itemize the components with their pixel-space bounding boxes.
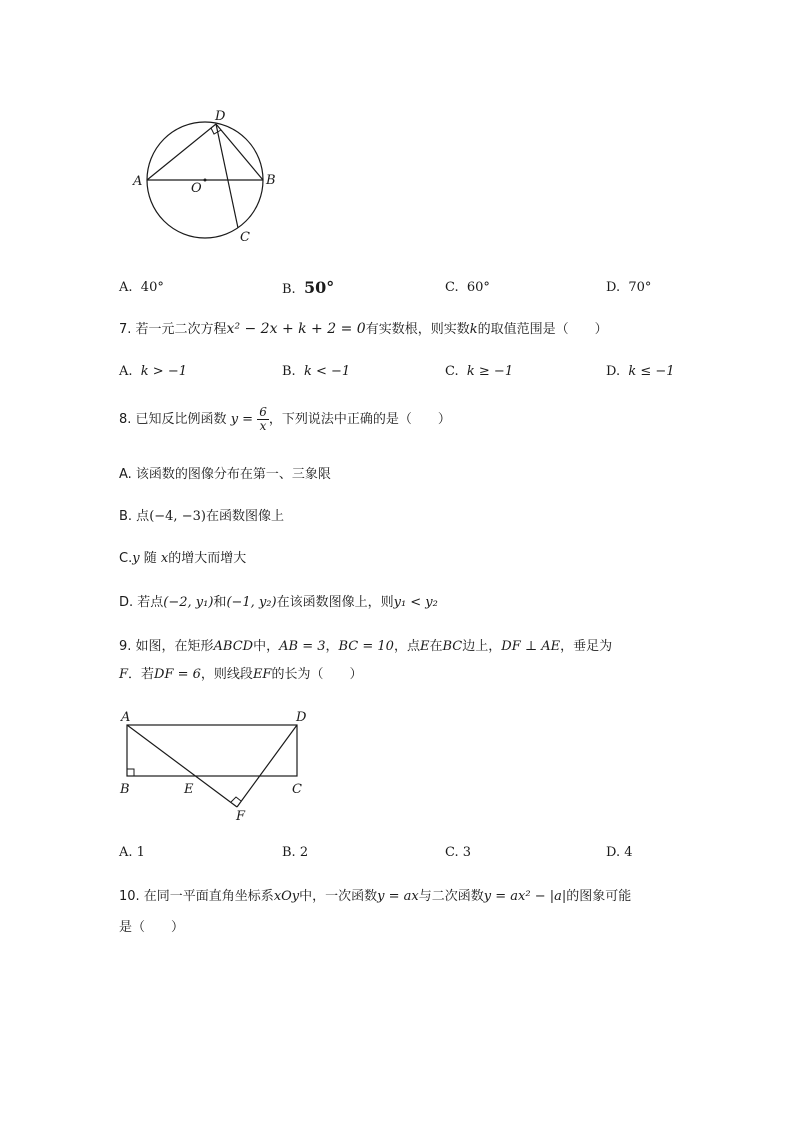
q7-suffix2: 的取值范围是（ ） bbox=[477, 322, 608, 337]
segment-af bbox=[127, 725, 237, 807]
center-point-o bbox=[204, 179, 207, 182]
text: ，垂足为 bbox=[560, 639, 613, 654]
q7-var: k bbox=[469, 322, 478, 337]
option-and: 和 bbox=[213, 595, 227, 610]
label-f: F bbox=[236, 809, 246, 824]
label-c: C bbox=[240, 230, 250, 244]
point-coords: (−4, −3) bbox=[149, 509, 206, 524]
option-value: 1 bbox=[136, 845, 145, 860]
q6-option-a[interactable] bbox=[119, 280, 164, 295]
q9-option-d[interactable] bbox=[606, 845, 633, 860]
option-label: D. bbox=[606, 364, 621, 379]
option-value: 70° bbox=[628, 280, 652, 295]
option-value: 2 bbox=[299, 845, 309, 860]
text: 中， bbox=[253, 639, 280, 654]
q8-option-d[interactable] bbox=[119, 594, 438, 612]
option-prefix: D. 若点 bbox=[119, 595, 164, 610]
option-label: C. bbox=[445, 280, 459, 295]
text: 9. 如图，在矩形 bbox=[119, 639, 214, 654]
math: BC = 10 bbox=[338, 639, 394, 654]
q6-circle-figure bbox=[128, 104, 288, 244]
q8-option-b[interactable] bbox=[119, 508, 284, 526]
chord-ad bbox=[147, 124, 216, 180]
q8-suffix: ，下列说法中正确的是（ ） bbox=[268, 412, 451, 427]
q7-option-b[interactable] bbox=[282, 364, 350, 379]
option-label: B. bbox=[282, 845, 296, 860]
option-prefix: B. 点 bbox=[119, 509, 150, 524]
q10-stem-line2: 是（ ） bbox=[119, 920, 185, 935]
q8-option-c[interactable] bbox=[119, 550, 246, 568]
q9-rectangle-figure bbox=[112, 704, 322, 828]
math: y = ax bbox=[377, 889, 419, 904]
var-x: x bbox=[160, 551, 169, 566]
text: ， bbox=[325, 639, 339, 654]
text: 10. 在同一平面直角坐标系 bbox=[119, 889, 274, 904]
q7-stem bbox=[119, 320, 608, 339]
label-o: O bbox=[191, 181, 202, 196]
math: EF bbox=[252, 667, 272, 682]
text: 边上， bbox=[462, 639, 502, 654]
option-value: 4 bbox=[624, 845, 633, 860]
math: F bbox=[119, 667, 129, 682]
q9-stem-line2 bbox=[119, 666, 362, 684]
text: 的图象可能 bbox=[566, 889, 632, 904]
chord-dc bbox=[216, 124, 238, 228]
q7-equation: x² − 2x + k + 2 = 0 bbox=[226, 321, 366, 337]
option-value: 40° bbox=[140, 280, 164, 295]
q6-option-c[interactable] bbox=[445, 280, 490, 295]
q8-option-a[interactable]: A. 该函数的图像分布在第一、三象限 bbox=[119, 467, 331, 482]
option-mid: 在该函数图像上，则 bbox=[276, 595, 394, 610]
math: BC bbox=[442, 639, 463, 654]
q7-option-a[interactable] bbox=[119, 364, 187, 379]
option-prefix: C. bbox=[119, 551, 133, 566]
text: 的长为（ ） bbox=[271, 667, 363, 682]
fraction-denominator: x bbox=[259, 419, 267, 433]
option-value: k ≥ −1 bbox=[466, 364, 514, 379]
var-y: y bbox=[132, 551, 140, 566]
math: ABCD bbox=[213, 639, 254, 654]
text: 在 bbox=[429, 639, 443, 654]
label-e: E bbox=[184, 782, 194, 797]
option-value: 50° bbox=[303, 278, 335, 297]
math: y = ax² − |a| bbox=[483, 889, 567, 904]
label-d: D bbox=[296, 710, 307, 725]
q6-option-d[interactable] bbox=[606, 280, 651, 295]
label-b: B bbox=[120, 782, 130, 797]
math: E bbox=[419, 639, 430, 654]
option-label: A. bbox=[119, 364, 133, 379]
text: 中，一次函数 bbox=[299, 889, 378, 904]
rectangle-abcd bbox=[127, 725, 297, 776]
segment-df bbox=[237, 725, 297, 807]
option-label: B. bbox=[282, 364, 296, 379]
option-label: B. bbox=[282, 282, 296, 297]
option-value: k ≤ −1 bbox=[628, 364, 675, 379]
q9-option-b[interactable] bbox=[282, 845, 308, 860]
q7-suffix: 有实数根，则实数 bbox=[365, 322, 470, 337]
q7-option-c[interactable] bbox=[445, 364, 513, 379]
option-value: k < −1 bbox=[303, 364, 351, 379]
option-suffix: 在函数图像上 bbox=[205, 509, 284, 524]
text: ．若 bbox=[128, 667, 155, 682]
right-angle-mark-b bbox=[127, 769, 134, 776]
q8-stem bbox=[119, 404, 451, 436]
q8-func-lhs: y = bbox=[230, 412, 254, 427]
math: DF ⊥ AE bbox=[501, 639, 561, 654]
option-label: A. bbox=[119, 280, 133, 295]
point-2: (−1, y₂) bbox=[226, 595, 277, 610]
math: AB = 3 bbox=[279, 639, 326, 654]
point-1: (−2, y₁) bbox=[163, 595, 214, 610]
option-value: 60° bbox=[466, 280, 490, 295]
option-mid: 随 bbox=[143, 551, 157, 566]
option-label: D. bbox=[606, 845, 621, 860]
q10-stem-line1 bbox=[119, 888, 631, 906]
text: ，则线段 bbox=[200, 667, 253, 682]
label-a: A bbox=[133, 174, 143, 189]
inequality: y₁ < y₂ bbox=[393, 595, 438, 610]
right-angle-mark-f bbox=[231, 797, 241, 802]
option-label: C. bbox=[445, 364, 459, 379]
option-label: C. bbox=[445, 845, 459, 860]
q9-option-a[interactable] bbox=[119, 845, 145, 860]
q9-stem-line1 bbox=[119, 638, 612, 656]
label-a: A bbox=[121, 710, 131, 725]
q9-option-c[interactable] bbox=[445, 845, 471, 860]
option-suffix: 的增大而增大 bbox=[168, 551, 247, 566]
text: 与二次函数 bbox=[418, 889, 484, 904]
math: xOy bbox=[273, 889, 300, 904]
q6-option-b[interactable] bbox=[282, 278, 334, 297]
q8-prefix: 8. 已知反比例函数 bbox=[119, 412, 227, 427]
option-value: k > −1 bbox=[140, 364, 187, 379]
math: DF = 6 bbox=[154, 667, 201, 682]
q8-fraction bbox=[257, 406, 269, 433]
q7-option-d[interactable] bbox=[606, 364, 675, 379]
option-value: 3 bbox=[462, 845, 472, 860]
option-label: D. bbox=[606, 280, 621, 295]
q7-prefix: 7. 若一元二次方程 bbox=[119, 322, 227, 337]
label-d: D bbox=[215, 109, 226, 124]
option-label: A. bbox=[119, 845, 133, 860]
label-b: B bbox=[266, 173, 276, 188]
text: ，点 bbox=[393, 639, 420, 654]
fraction-numerator: 6 bbox=[259, 405, 267, 419]
label-c: C bbox=[292, 782, 302, 797]
